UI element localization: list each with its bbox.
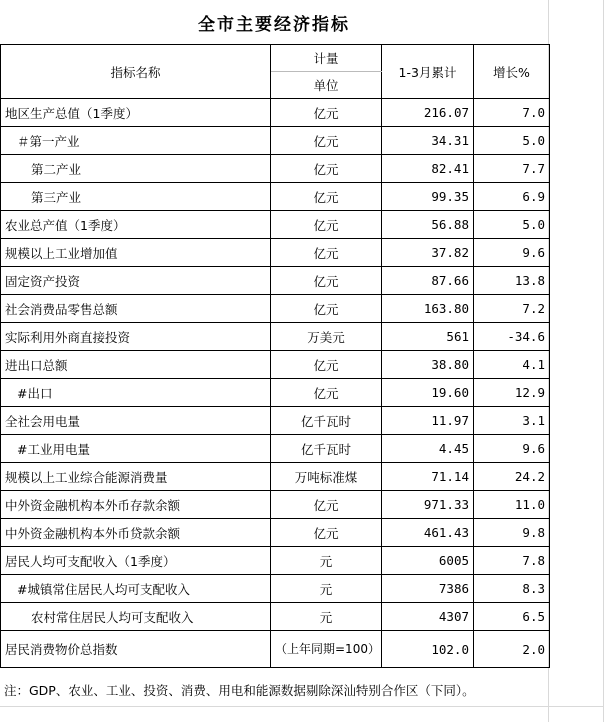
indicator-value: 37.82 [382, 239, 474, 267]
indicator-value: 216.07 [382, 99, 474, 127]
footnote: 注：GDP、农业、工业、投资、消费、用电和能源数据剔除深汕特别合作区（下同）。 [4, 683, 475, 698]
table-row [1, 323, 550, 351]
indicator-growth: 3.1 [474, 407, 550, 435]
indicator-name: #出口 [1, 379, 271, 407]
indicator-unit: 亿元 [271, 239, 382, 267]
indicator-value: 56.88 [382, 211, 474, 239]
indicator-unit: 亿元 [271, 491, 382, 519]
indicator-growth: 9.6 [474, 435, 550, 463]
indicator-unit: 元 [271, 603, 382, 631]
indicator-unit: 亿元 [271, 351, 382, 379]
indicator-growth: 4.1 [474, 351, 550, 379]
indicator-growth: 12.9 [474, 379, 550, 407]
indicator-value: 4.45 [382, 435, 474, 463]
header-growth: 增长% [474, 45, 550, 99]
header-row [1, 45, 550, 72]
indicator-unit: 元 [271, 575, 382, 603]
indicator-value: 6005 [382, 547, 474, 575]
indicator-unit: 亿元 [271, 99, 382, 127]
indicator-name: 第二产业 [1, 155, 271, 183]
indicator-value: 99.35 [382, 183, 474, 211]
table-row [1, 379, 550, 407]
gridline [0, 706, 604, 707]
indicator-unit: （上年同期=100） [271, 631, 382, 668]
indicator-unit: 元 [271, 547, 382, 575]
table-row [1, 127, 550, 155]
indicator-value: 71.14 [382, 463, 474, 491]
indicator-growth: 11.0 [474, 491, 550, 519]
indicator-name: 地区生产总值（1季度） [1, 99, 271, 127]
header-cumulative: 1-3月累计 [382, 45, 474, 99]
table-row [1, 491, 550, 519]
indicator-growth: 24.2 [474, 463, 550, 491]
indicator-name: ＃第一产业 [1, 127, 271, 155]
indicator-value: 87.66 [382, 267, 474, 295]
indicator-name: 中外资金融机构本外币贷款余额 [1, 519, 271, 547]
table-row [1, 351, 550, 379]
table-row [1, 631, 550, 668]
indicator-unit: 亿元 [271, 267, 382, 295]
indicator-unit: 亿千瓦时 [271, 435, 382, 463]
table-row [1, 183, 550, 211]
indicator-growth: 9.6 [474, 239, 550, 267]
table-row [1, 99, 550, 127]
table-row [1, 519, 550, 547]
indicator-value: 4307 [382, 603, 474, 631]
table-row [1, 575, 550, 603]
indicator-name: #城镇常住居民人均可支配收入 [1, 575, 271, 603]
indicator-unit: 亿元 [271, 379, 382, 407]
indicator-name: 进出口总额 [1, 351, 271, 379]
table-row [1, 267, 550, 295]
table-row [1, 547, 550, 575]
table-row [1, 155, 550, 183]
indicator-table [0, 44, 550, 668]
table-row [1, 435, 550, 463]
indicator-unit: 亿元 [271, 183, 382, 211]
table-row [1, 603, 550, 631]
indicator-value: 82.41 [382, 155, 474, 183]
indicator-name: 居民人均可支配收入（1季度） [1, 547, 271, 575]
indicator-value: 34.31 [382, 127, 474, 155]
indicator-unit: 亿元 [271, 127, 382, 155]
indicator-growth: 7.0 [474, 99, 550, 127]
table-row [1, 407, 550, 435]
indicator-unit: 亿千瓦时 [271, 407, 382, 435]
table-row [1, 211, 550, 239]
page-title: 全市主要经济指标 [198, 14, 350, 35]
table-row [1, 463, 550, 491]
indicator-name: 第三产业 [1, 183, 271, 211]
header-name: 指标名称 [1, 45, 271, 99]
indicator-growth: 7.2 [474, 295, 550, 323]
indicator-growth: 6.5 [474, 603, 550, 631]
indicator-value: 11.97 [382, 407, 474, 435]
indicator-value: 102.0 [382, 631, 474, 668]
indicator-growth: 2.0 [474, 631, 550, 668]
indicator-name: 全社会用电量 [1, 407, 271, 435]
indicator-growth: 5.0 [474, 211, 550, 239]
indicator-value: 971.33 [382, 491, 474, 519]
indicator-value: 461.43 [382, 519, 474, 547]
indicator-unit: 亿元 [271, 295, 382, 323]
indicator-growth: 7.8 [474, 547, 550, 575]
indicator-value: 7386 [382, 575, 474, 603]
indicator-name: 中外资金融机构本外币存款余额 [1, 491, 271, 519]
table-row [1, 295, 550, 323]
table-row [1, 239, 550, 267]
indicator-name: 规模以上工业增加值 [1, 239, 271, 267]
indicator-name: #工业用电量 [1, 435, 271, 463]
indicator-unit: 亿元 [271, 211, 382, 239]
indicator-growth: -34.6 [474, 323, 550, 351]
indicator-name: 社会消费品零售总额 [1, 295, 271, 323]
indicator-value: 19.60 [382, 379, 474, 407]
indicator-name: 农业总产值（1季度） [1, 211, 271, 239]
indicator-name: 实际利用外商直接投资 [1, 323, 271, 351]
indicator-name: 规模以上工业综合能源消费量 [1, 463, 271, 491]
indicator-value: 561 [382, 323, 474, 351]
indicator-growth: 8.3 [474, 575, 550, 603]
indicator-unit: 万吨标准煤 [271, 463, 382, 491]
indicator-name: 农村常住居民人均可支配收入 [1, 603, 271, 631]
indicator-growth: 5.0 [474, 127, 550, 155]
indicator-growth: 9.8 [474, 519, 550, 547]
indicator-growth: 7.7 [474, 155, 550, 183]
header-unit-bottom: 单位 [271, 72, 382, 99]
indicator-value: 163.80 [382, 295, 474, 323]
indicator-unit: 亿元 [271, 519, 382, 547]
indicator-value: 38.80 [382, 351, 474, 379]
indicator-unit: 亿元 [271, 155, 382, 183]
indicator-name: 固定资产投资 [1, 267, 271, 295]
header-unit-top: 计量 [271, 45, 382, 72]
indicator-unit: 万美元 [271, 323, 382, 351]
indicator-growth: 6.9 [474, 183, 550, 211]
indicator-name: 居民消费物价总指数 [1, 631, 271, 668]
indicator-growth: 13.8 [474, 267, 550, 295]
